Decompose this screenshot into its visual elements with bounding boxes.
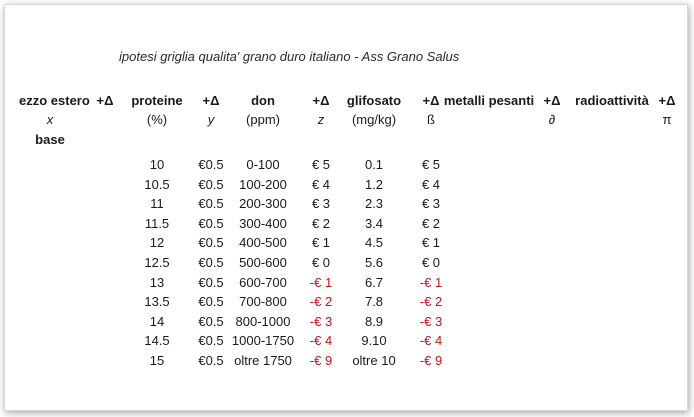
cell-glifosato: 9.10 — [361, 333, 387, 349]
cell-don: 600-700 — [239, 274, 287, 290]
header-delta-metalli-symbol: ∂ — [548, 112, 556, 127]
cell-delta-proteine: €0.5 — [198, 176, 224, 192]
header-delta-metalli: +Δ — [543, 93, 561, 108]
cell-don: 700-800 — [239, 294, 287, 310]
cell-delta-glifosato: -€ 9 — [419, 353, 443, 368]
header-delta-glifosato-symbol: ß — [427, 112, 435, 127]
header-glifosato: glifosato — [346, 93, 402, 108]
cell-don: 1000-1750 — [231, 333, 295, 349]
cell-don: 800-1000 — [235, 313, 291, 329]
cell-delta-don: -€ 9 — [309, 353, 333, 368]
cell-don: 200-300 — [239, 196, 287, 212]
cell-delta-don: -€ 2 — [309, 294, 333, 310]
header-price-var: x — [46, 112, 54, 127]
header-don-unit: (ppm) — [246, 112, 280, 127]
header-delta-don-symbol: z — [317, 112, 325, 127]
cell-don: 100-200 — [239, 176, 287, 192]
cell-glifosato: 8.9 — [364, 313, 384, 329]
cell-delta-don: € 4 — [311, 176, 331, 192]
cell-proteine: 13.5 — [144, 294, 170, 310]
cell-delta-proteine: €0.5 — [198, 333, 224, 349]
cell-proteine: 14.5 — [144, 333, 170, 349]
cell-delta-glifosato: -€ 2 — [419, 294, 443, 310]
cell-delta-don: € 0 — [311, 255, 331, 270]
cell-delta-don: € 2 — [311, 215, 331, 231]
cell-proteine: 12.5 — [144, 255, 170, 270]
cell-delta-proteine: €0.5 — [198, 353, 224, 368]
cell-glifosato: 6.7 — [364, 274, 384, 290]
header-delta-glifosato: +Δ — [422, 93, 440, 108]
cell-delta-don: € 1 — [311, 235, 331, 251]
header-price-base: base — [35, 132, 65, 147]
cell-delta-glifosato: € 3 — [421, 196, 441, 212]
header-delta-proteine: +Δ — [202, 93, 220, 108]
cell-don: oltre 1750 — [234, 353, 292, 368]
header-delta-proteine-symbol: y — [207, 112, 215, 127]
cell-proteine: 10 — [149, 157, 165, 172]
cell-delta-proteine: €0.5 — [198, 157, 224, 172]
header-delta-radio: +Δ — [658, 93, 676, 108]
header-delta-radio-symbol: π — [662, 112, 672, 127]
cell-delta-don: -€ 3 — [309, 313, 333, 329]
cell-delta-glifosato: -€ 1 — [419, 274, 443, 290]
cell-proteine: 14 — [149, 313, 165, 329]
cell-delta-glifosato: € 0 — [421, 255, 441, 270]
cell-glifosato: 7.8 — [364, 294, 384, 310]
cell-glifosato: 4.5 — [364, 235, 384, 251]
header-delta-don: +Δ — [312, 93, 330, 108]
cell-don: 300-400 — [239, 215, 287, 231]
cell-glifosato: 3.4 — [364, 215, 384, 231]
header-price: ezzo estero — [19, 93, 90, 108]
cell-delta-don: -€ 1 — [309, 274, 333, 290]
cell-proteine: 10.5 — [144, 176, 170, 192]
cell-delta-glifosato: € 1 — [421, 235, 441, 251]
header-proteine-unit: (%) — [146, 112, 168, 127]
header-proteine: proteine — [131, 93, 183, 108]
cell-delta-proteine: €0.5 — [198, 313, 224, 329]
cell-delta-don: -€ 4 — [309, 333, 333, 349]
header-don: don — [251, 93, 275, 108]
header-radioattivita: radioattività — [575, 93, 649, 108]
cell-delta-proteine: €0.5 — [198, 215, 224, 231]
cell-proteine: 11 — [150, 196, 164, 212]
header-glifosato-unit: (mg/kg) — [351, 112, 397, 127]
cell-delta-proteine: €0.5 — [198, 274, 224, 290]
cell-proteine: 11.5 — [144, 215, 170, 231]
cell-glifosato: 5.6 — [364, 255, 384, 270]
sheet-title: ipotesi griglia qualita' grano duro italiano - Ass Grano Salus — [119, 49, 460, 64]
cell-delta-glifosato: -€ 4 — [419, 333, 443, 349]
cell-proteine: 12 — [149, 235, 165, 251]
cell-glifosato: 1.2 — [364, 176, 384, 192]
header-metalli: metalli pesanti — [443, 93, 535, 108]
cell-proteine: 13 — [149, 274, 165, 290]
cell-glifosato: 0.1 — [364, 157, 384, 172]
cell-delta-glifosato: € 4 — [421, 176, 441, 192]
header-delta-price: +Δ — [96, 93, 114, 108]
cell-delta-don: € 3 — [311, 196, 331, 212]
cell-delta-proteine: €0.5 — [198, 294, 224, 310]
cell-delta-proteine: €0.5 — [198, 196, 224, 212]
cell-delta-glifosato: € 5 — [421, 157, 441, 172]
cell-delta-glifosato: € 2 — [421, 215, 441, 231]
cell-delta-proteine: €0.5 — [198, 235, 224, 251]
cell-delta-proteine: €0.5 — [198, 255, 224, 270]
cell-don: 400-500 — [239, 235, 287, 251]
cell-don: 500-600 — [239, 255, 287, 270]
cell-delta-don: € 5 — [311, 157, 331, 172]
spreadsheet-sheet — [4, 4, 688, 411]
cell-proteine: 15 — [149, 353, 165, 368]
cell-delta-glifosato: -€ 3 — [419, 313, 443, 329]
cell-glifosato: oltre 10 — [352, 353, 396, 368]
cell-glifosato: 2.3 — [364, 196, 384, 212]
cell-don: 0-100 — [246, 157, 280, 172]
